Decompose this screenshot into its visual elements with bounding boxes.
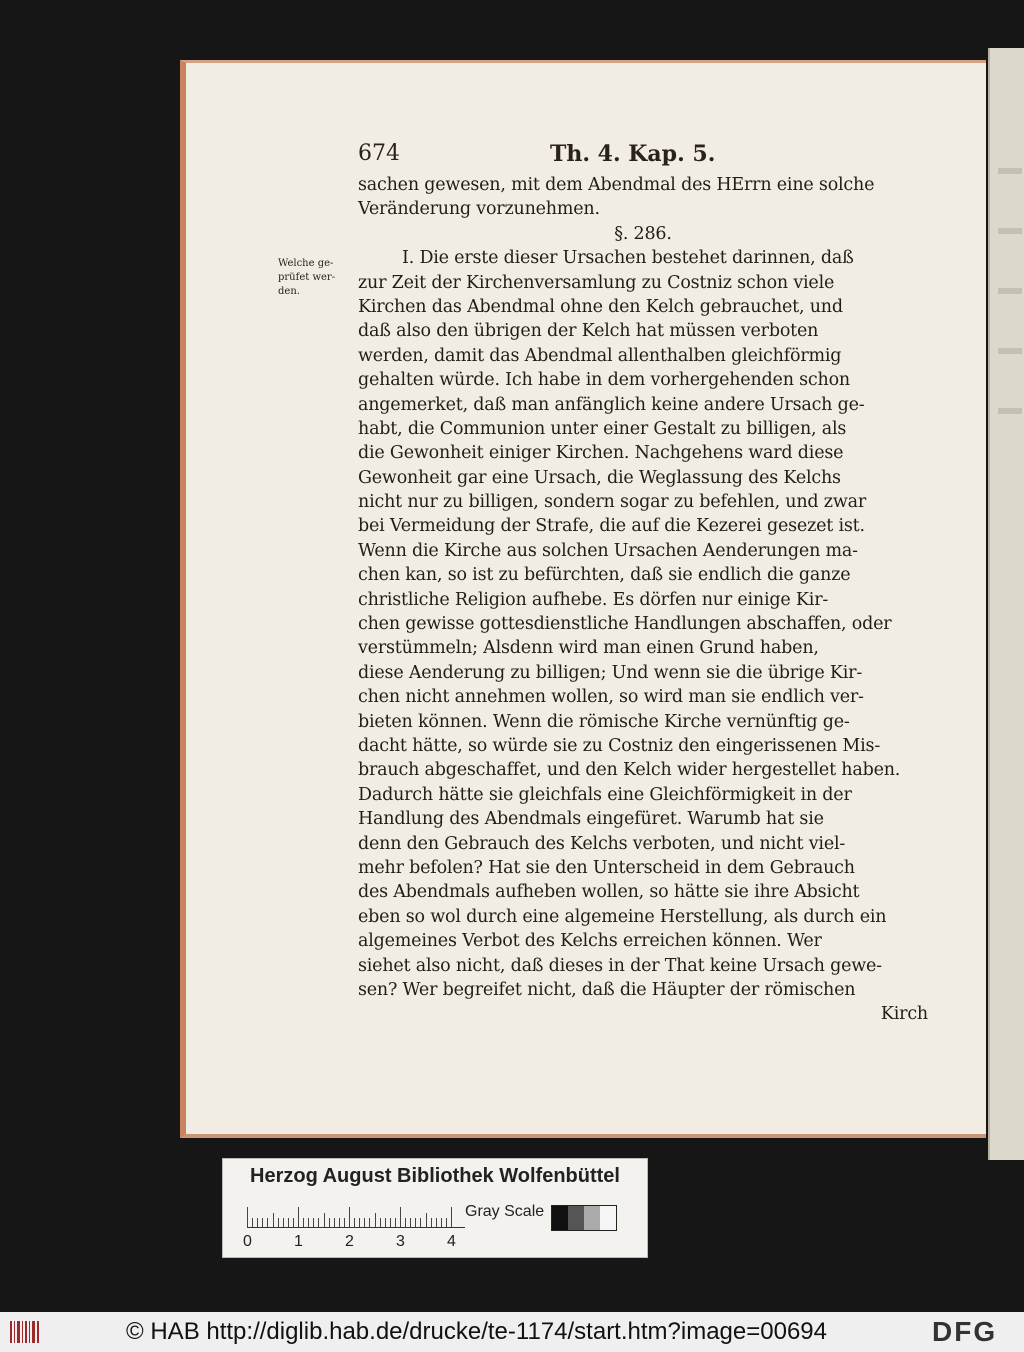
- text-line: Kirchen das Abendmal ohne den Kelch gebrauchet, und: [358, 296, 843, 317]
- ruler-tick: [344, 1218, 345, 1227]
- ruler-label: 0: [243, 1233, 252, 1250]
- ruler-tick: [385, 1218, 386, 1227]
- scale-ruler: [247, 1205, 465, 1228]
- ruler-tick: [349, 1207, 350, 1227]
- library-name: Herzog August Bibliothek Wolfenbüttel: [250, 1165, 620, 1187]
- running-title: Th. 4. Kap. 5.: [550, 141, 716, 167]
- text-line: siehet also nicht, daß dieses in der That keine Ursach gewe-: [358, 955, 882, 976]
- text-line: algemeines Verbot des Kelchs erreichen können. Wer: [358, 931, 822, 952]
- gray-swatch: [600, 1206, 616, 1230]
- text-line: habt, die Communion unter einer Gestalt zu billigen, als: [358, 418, 847, 439]
- text-line: bei Vermeidung der Strafe, die auf die Kezerei gesezet ist.: [358, 516, 865, 537]
- margin-note: [278, 257, 340, 299]
- ruler-tick: [273, 1213, 274, 1227]
- ruler-tick: [390, 1218, 391, 1227]
- text-line: chen kan, so ist zu befürchten, daß sie endlich die ganze: [358, 565, 851, 586]
- ruler-tick: [359, 1218, 360, 1227]
- ruler-tick: [293, 1218, 294, 1227]
- ruler-tick: [395, 1218, 396, 1227]
- text-line: Handlung des Abendmals eingefüret. Warumb hat sie: [358, 809, 824, 830]
- text-line: Veränderung vorzunehmen.: [358, 199, 600, 220]
- ruler-tick: [283, 1218, 284, 1227]
- gray-swatch: [552, 1206, 568, 1230]
- book-page: [180, 60, 986, 1138]
- margin-note-line: den.: [278, 286, 300, 297]
- text-line: diese Aenderung zu billigen; Und wenn sie die übrige Kir-: [358, 662, 863, 683]
- text-line: I. Die erste dieser Ursachen bestehet darinnen, daß: [402, 248, 854, 269]
- ruler-tick: [308, 1218, 309, 1227]
- ruler-tick: [288, 1218, 289, 1227]
- text-line: Gewonheit gar eine Ursach, die Weglassung des Kelchs: [358, 467, 841, 488]
- ruler-tick: [354, 1218, 355, 1227]
- text-line: christliche Religion aufhebe. Es dörfen nur einige Kir-: [358, 589, 829, 610]
- text-line: brauch abgeschaffet, und den Kelch wider hergestellet haben.: [358, 760, 901, 781]
- text-line: werden, damit das Abendmal allenthalben gleichförmig: [358, 345, 842, 366]
- body-text: [358, 173, 928, 1027]
- ruler-tick: [247, 1207, 248, 1227]
- page-number: 674: [358, 141, 400, 166]
- gray-swatch: [568, 1206, 584, 1230]
- ruler-tick: [380, 1218, 381, 1227]
- ruler-tick: [369, 1218, 370, 1227]
- hab-barcode-logo-icon: [8, 1318, 42, 1346]
- text-line: bieten können. Wenn die römische Kirche vernünftig ge-: [358, 711, 850, 732]
- ruler-tick: [318, 1218, 319, 1227]
- text-line: des Abendmals aufheben wollen, so hätte sie ihre Absicht: [358, 882, 860, 903]
- text-line: verstümmeln; Alsdenn wird man einen Grund haben,: [358, 638, 819, 659]
- ruler-tick: [303, 1218, 304, 1227]
- page-header: [358, 141, 878, 171]
- ruler-tick: [426, 1213, 427, 1227]
- ruler-tick: [420, 1218, 421, 1227]
- text-line: §. 286.: [614, 223, 672, 244]
- ruler-tick: [278, 1218, 279, 1227]
- text-line: mehr befolen? Hat sie den Unterscheid in dem Gebrauch: [358, 857, 855, 878]
- ruler-tick: [431, 1218, 432, 1227]
- ruler-tick: [262, 1218, 263, 1227]
- text-line: angemerket, daß man anfänglich keine andere Ursach ge-: [358, 394, 865, 415]
- text-line: nicht nur zu billigen, sondern sogar zu befehlen, und zwar: [358, 492, 866, 513]
- text-line: daß also den übrigen der Kelch hat müssen verboten: [358, 321, 819, 342]
- ruler-tick: [410, 1218, 411, 1227]
- ruler-label: 1: [294, 1233, 303, 1250]
- ruler-tick: [252, 1218, 253, 1227]
- ruler-tick: [313, 1218, 314, 1227]
- text-line: chen nicht annehmen wollen, so wird man sie endlich ver-: [358, 687, 864, 708]
- ruler-tick: [436, 1218, 437, 1227]
- ruler-tick: [405, 1218, 406, 1227]
- text-line: die Gewonheit einiger Kirchen. Nachgehens ward diese: [358, 443, 844, 464]
- ruler-tick: [375, 1213, 376, 1227]
- ruler-tick: [415, 1218, 416, 1227]
- ruler-tick: [334, 1218, 335, 1227]
- gray-scale-swatches: [551, 1205, 617, 1231]
- facing-page-edge: [988, 48, 1024, 1160]
- ruler-tick: [329, 1218, 330, 1227]
- ruler-tick: [298, 1207, 299, 1227]
- margin-note-line: prüfet wer-: [278, 272, 336, 283]
- ruler-tick: [257, 1218, 258, 1227]
- ruler-tick: [441, 1218, 442, 1227]
- gray-swatch: [584, 1206, 600, 1230]
- text-line: zur Zeit der Kirchenversamlung zu Costniz schon viele: [358, 272, 835, 293]
- ruler-tick: [451, 1207, 452, 1227]
- margin-note-line: Welche ge-: [278, 258, 334, 269]
- copyright-url[interactable]: © HAB http://diglib.hab.de/drucke/te-1174/start.htm?image=00694: [126, 1318, 827, 1345]
- text-line: sen? Wer begreifet nicht, daß die Häupter der römischen: [358, 979, 856, 1000]
- ruler-label: 2: [345, 1233, 354, 1250]
- ruler-tick: [267, 1218, 268, 1227]
- ruler-tick: [339, 1218, 340, 1227]
- text-line: denn den Gebrauch des Kelchs verboten, und nicht viel-: [358, 833, 846, 854]
- text-line: chen gewisse gottesdienstliche Handlungen abschaffen, oder: [358, 614, 892, 635]
- ruler-label: 4: [447, 1233, 456, 1250]
- ruler-label: 3: [396, 1233, 405, 1250]
- color-target-card: [222, 1158, 648, 1258]
- text-line: dacht hätte, so würde sie zu Costniz den eingerissenen Mis-: [358, 735, 881, 756]
- footer-bar: [0, 1312, 1024, 1352]
- text-line: sachen gewesen, mit dem Abendmal des HErrn eine solche: [358, 175, 875, 195]
- ruler-tick: [400, 1207, 401, 1227]
- ruler-tick: [324, 1213, 325, 1227]
- text-line: Kirch: [880, 1004, 928, 1025]
- text-line: Wenn die Kirche aus solchen Ursachen Aenderungen ma-: [358, 540, 858, 561]
- text-line: eben so wol durch eine algemeine Herstellung, als durch ein: [358, 906, 887, 927]
- gray-scale-label: Gray Scale: [465, 1203, 545, 1220]
- text-line: Dadurch hätte sie gleichfals eine Gleichförmigkeit in der: [358, 784, 852, 805]
- dfg-logo: DFG: [932, 1316, 998, 1347]
- ruler-tick: [446, 1218, 447, 1227]
- text-line: gehalten würde. Ich habe in dem vorhergehenden schon: [358, 370, 850, 391]
- ruler-tick: [364, 1218, 365, 1227]
